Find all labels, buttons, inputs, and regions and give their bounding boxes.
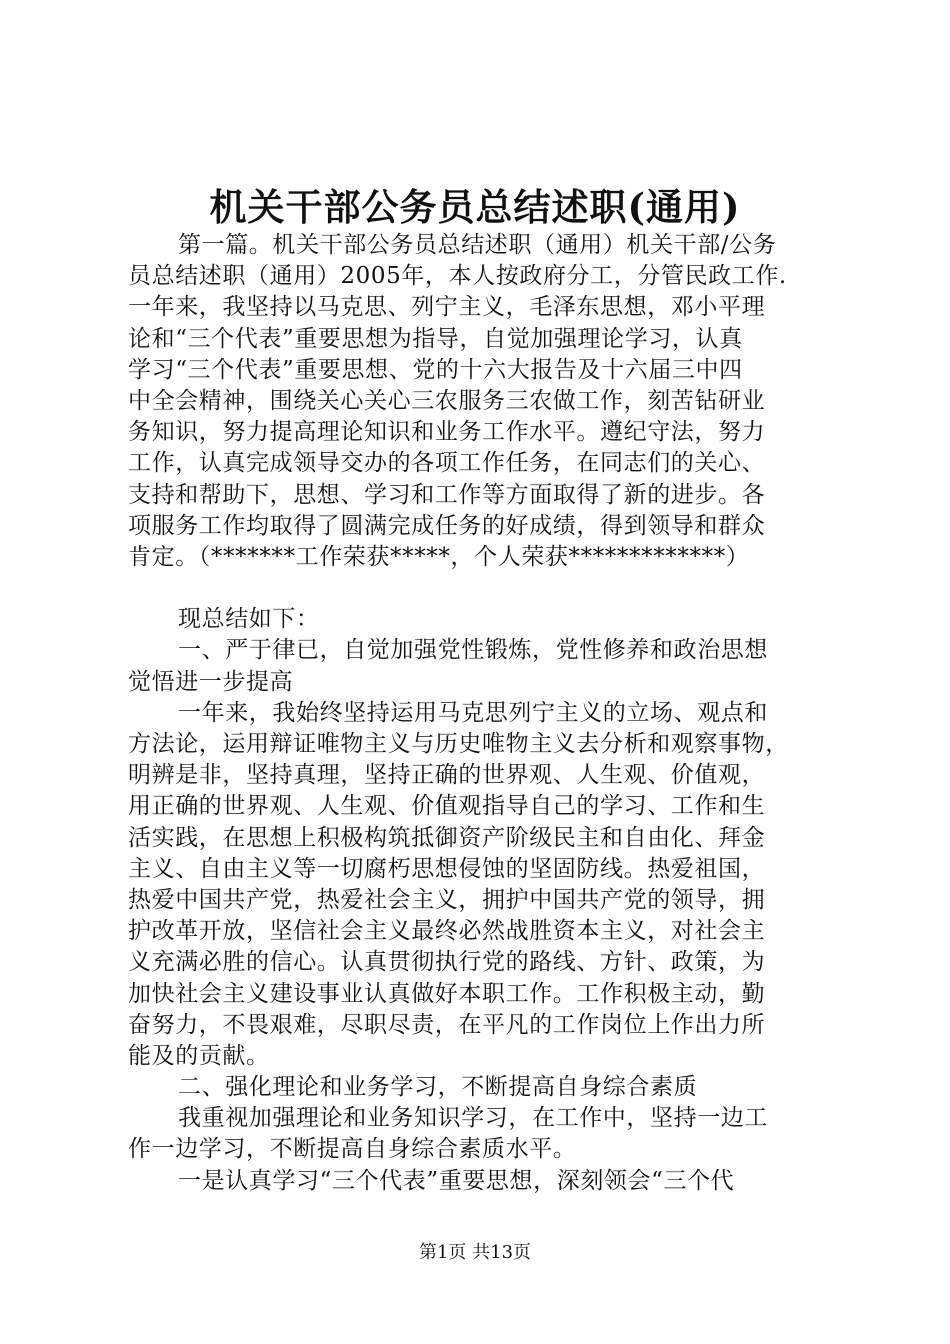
text-line: 学习“三个代表”重要思想、党的十六大报告及十六届三中四 [128,356,743,383]
text-line: 务知识，努力提高理论知识和业务工作水平。遵纪守法，努力 [128,419,766,446]
text-line: 方法论，运用辩证唯物主义与历史唯物主义去分析和观察事物， [128,731,789,757]
text-line: 支持和帮助下，思想、学习和工作等方面取得了新的进步。各 [128,481,766,508]
text-line: 二、强化理论和业务学习，不断提高自身综合素质 [178,1074,698,1101]
text-line: 员总结述职（通用）2005年，本人按政府分工，分管民政工作. [128,263,787,290]
text-line: 奋努力，不畏艰难，尽职尽责，在平凡的工作岗位上作出力所 [128,1011,766,1038]
text-line: 论和“三个代表”重要思想为指导，自觉加强理论学习，认真 [128,325,743,352]
text-line: 能及的贡献。 [128,1042,270,1069]
text-line: 用正确的世界观、人生观、价值观指导自己的学习、工作和生 [128,793,766,820]
text-line: 一年来，我始终坚持运用马克思列宁主义的立场、观点和 [178,699,768,726]
text-line: 热爱中国共产党，热爱社会主义，拥护中国共产党的领导，拥 [128,886,766,913]
page-footer: 第1页 共13页 [418,1242,532,1263]
text-line: 项服务工作均取得了圆满完成任务的好成绩，得到领导和群众 [128,512,766,539]
text-line: 义充满必胜的信心。认真贯彻执行党的路线、方针、政策，为 [128,949,766,976]
text-line: 肯定。（*******工作荣获*****，个人荣获*************） [128,543,750,570]
text-line: 一年来，我坚持以马克思、列宁主义，毛泽东思想，邓小平理 [128,294,766,321]
text-line: 明辨是非，坚持真理，坚持正确的世界观、人生观、价值观， [128,762,766,789]
text-line: 一是认真学习“三个代表”重要思想，深刻领会“三个代 [178,1167,735,1194]
text-line: 一、严于律已，自觉加强党性锻炼，党性修养和政治思想 [178,637,768,664]
document-body [128,230,848,1197]
text-line: 第一篇。机关干部公务员总结述职（通用）机关干部/公务 [178,232,777,258]
text-line: 活实践，在思想上积极构筑抵御资产阶级民主和自由化、拜金 [128,824,766,851]
text-line: 作一边学习，不断提高自身综合素质水平。 [128,1136,577,1163]
text-line: 觉悟进一步提高 [128,668,294,695]
text-line: 主义、自由主义等一切腐朽思想侵蚀的坚固防线。热爱祖国， [128,855,766,882]
document-title: 机关干部公务员总结述职(通用) [209,185,741,229]
text-line: 加快社会主义建设事业认真做好本职工作。工作积极主动，勤 [128,980,766,1007]
text-line: 工作，认真完成领导交办的各项工作任务，在同志们的关心、 [128,450,766,477]
blank-line [128,573,848,604]
text-line: 护改革开放，坚信社会主义最终必然战胜资本主义，对社会主 [128,918,766,945]
text-line: 现总结如下： [178,606,320,633]
text-line: 我重视加强理论和业务知识学习，在工作中，坚持一边工 [178,1105,768,1132]
text-line: 中全会精神，围绕关心关心三农服务三农做工作，刻苦钻研业 [128,387,766,414]
